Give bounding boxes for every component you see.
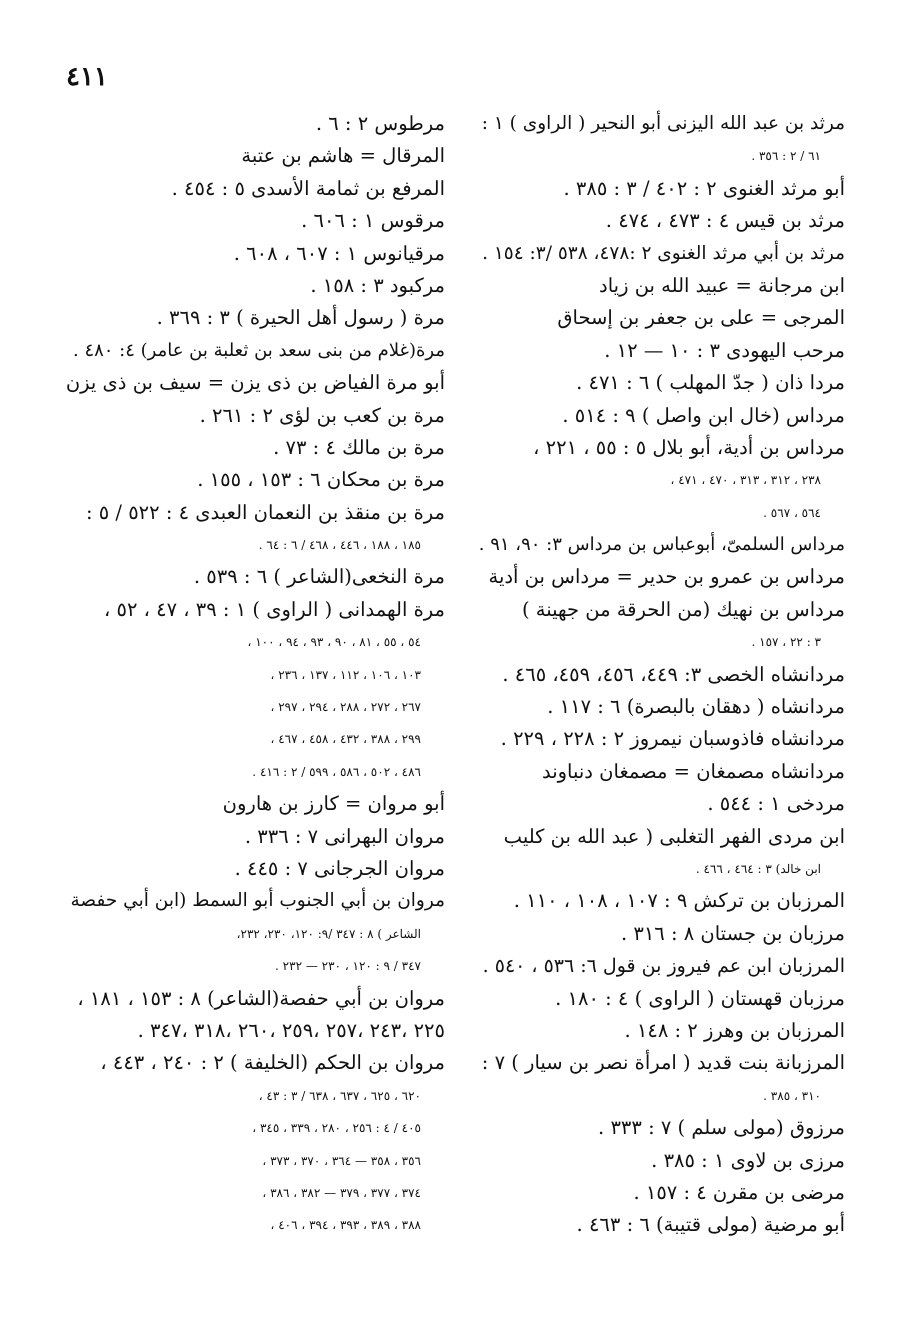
index-entry: مرزى بن لاوى ١ : ٣٨٥ .	[651, 1148, 845, 1172]
index-entry: أبو مرضية (مولى قتيبة) ٦ : ٤٦٣ .	[576, 1213, 845, 1237]
index-entry-continuation: ٤٠٥ / ٤ : ٢٥٦ ، ٢٨٠ ، ٣٣٩ ، ٣٤٥ ،	[252, 1121, 421, 1136]
index-entry-continuation: ١٠٣ ، ١٠٦ ، ١١٢ ، ١٣٧ ، ٢٣٦ ،	[270, 667, 421, 682]
index-entry-continuation: ٦٢٠ ، ٦٢٥ ، ٦٣٧ ، ٦٣٨ / ٣ : ٤٣ ،	[258, 1088, 421, 1103]
index-entry: مروان بن الحكم (الخليفة ) ٢ : ٢٤٠ ، ٤٤٣ ،	[100, 1051, 445, 1075]
index-entry: المرزبان بن تركش ٩ : ١٠٧ ، ١٠٨ ، ١١٠ .	[513, 889, 845, 913]
index-entry: ٢٢٥ ،٢٤٣ ،٢٥٧ ،٢٥٩ ،٢٦٠ ،٣١٨ ،٣٤٧ .	[137, 1018, 445, 1042]
index-entry-continuation: ٢٦٧ ، ٢٧٢ ، ٢٨٨ ، ٢٩٤ ، ٢٩٧ ،	[270, 700, 421, 715]
index-entry: مروان بن أبي الجنوب أبو السمط (ابن أبي حفصة	[70, 890, 445, 912]
index-entry: مروان بن أبي حفصة(الشاعر) ٨ : ١٥٣ ، ١٨١ ،	[77, 986, 445, 1010]
index-entry: المرقال = هاشم بن عتبة	[241, 144, 445, 168]
index-entry: مرة بن منقذ بن النعمان العبدى ٤ : ٥٢٢ / ٥ :	[85, 500, 445, 524]
index-entry: مركبود ٣ : ١٥٨ .	[310, 273, 445, 297]
index-entry-continuation: ٤٨٦ ، ٥٠٢ ، ٥٨٦ ، ٥٩٩ / ٢ : ٤١٦ .	[252, 764, 421, 779]
index-entry: مروان البهرانى ٧ : ٣٣٦ .	[244, 824, 445, 848]
index-entry: مرزبان بن جستان ٨ : ٣١٦ .	[620, 921, 845, 945]
page-number: ٤١١	[66, 62, 108, 92]
index-entry: مرداس السلمىّ، أبوعباس بن مرداس ٣: ٩٠، ٩١ .	[478, 534, 845, 556]
index-entry: أبو مرة الفياض بن ذى يزن = سيف بن ذى يزن	[65, 371, 445, 395]
index-entry-continuation: ١٨٥ ، ١٨٨ ، ٤٤٦ ، ٤٦٨ / ٦ : ٦٤ .	[258, 538, 421, 553]
index-entry-continuation: الشاعر ) ٨ : ٣٤٧ /٩: ١٢٠، ٢٣٠، ٢٣٢،	[236, 926, 421, 941]
index-entry-continuation: ٣٥٦ ، ٣٥٨ — ٣٦٤ ، ٣٧٠ ، ٣٧٣ ،	[262, 1153, 421, 1168]
index-entry: مرطوس ٢ : ٦ .	[315, 112, 445, 135]
index-entry-continuation: ٥٤ ، ٥٥ ، ٨١ ، ٩٠ ، ٩٣ ، ٩٤ ، ١٠٠ ،	[247, 635, 421, 650]
index-entry: مردانشاه الخصى ٣: ٤٤٩، ٤٥٦، ٤٥٩، ٤٦٥ .	[502, 662, 845, 686]
index-entry: مرداس بن نهيك (من الحرقة من جهينة )	[521, 597, 845, 621]
index-entry: مرثد بن أبي مرثد الغنوى ٢ :٤٧٨، ٥٣٨ /٣: ١٥٤ .	[482, 242, 845, 264]
index-entry: مرداس بن أدية، أبو بلال ٥ : ٥٥ ، ٢٢١ ،	[533, 435, 845, 459]
index-entry: مروان الجرجانى ٧ : ٤٤٥ .	[234, 856, 445, 880]
index-entry: مردانشاه فاذوسبان نيمروز ٢ : ٢٢٨ ، ٢٢٩ .	[500, 727, 845, 751]
index-entry: المرزبان ابن عم فيروز بن قول ٦: ٥٣٦ ، ٥٤٠ .	[482, 955, 845, 978]
index-entry: مرقيانوس ١ : ٦٠٧ ، ٦٠٨ .	[233, 241, 445, 265]
index-entry-continuation: ٦١ / ٢ : ٣٥٦ .	[751, 149, 821, 164]
index-entry: مردانشاه ( دهقان بالبصرة) ٦ : ١١٧ .	[547, 695, 845, 719]
index-entry: مرثد بن قيس ٤ : ٤٧٣ ، ٤٧٤ .	[605, 209, 845, 233]
index-entry-continuation: ٣ : ٢٢ ، ١٥٧ .	[751, 635, 821, 650]
index-entry: مرة الهمدانى ( الراوى ) ١ : ٣٩ ، ٤٧ ، ٥٢ ،	[103, 597, 445, 621]
index-column-right	[475, 108, 845, 1242]
index-entry: ابن مردى الفهر التغلبى ( عبد الله بن كليب	[503, 824, 845, 848]
index-entry: مرقوس ١ : ٦٠٦ .	[301, 209, 445, 233]
index-entry: مرداس (خال ابن واصل ) ٩ : ٥١٤ .	[562, 403, 845, 427]
index-entry: مرحب اليهودى ٣ : ١٠ — ١٢ .	[604, 338, 845, 362]
index-entry: مرة النخعى(الشاعر ) ٦ : ٥٣٩ .	[193, 565, 445, 589]
index-entry: مرزوق (مولى سلم ) ٧ : ٣٣٣ .	[598, 1116, 845, 1140]
index-column-left	[65, 108, 445, 1242]
index-entry: المرجى = على بن جعفر بن إسحاق	[557, 306, 845, 330]
index-entry: المرزبان بن وهرز ٢ : ١٤٨ .	[624, 1018, 845, 1042]
index-entry: أبو مرثد الغنوى ٢ : ٤٠٢ / ٣ : ٣٨٥ .	[563, 176, 845, 200]
index-entry: ابن مرجانة = عبيد الله بن زياد	[599, 273, 845, 297]
index-entry: المرفع بن ثمامة الأسدى ٥ : ٤٥٤ .	[171, 176, 445, 200]
index-entry: مرضى بن مقرن ٤ : ١٥٧ .	[633, 1180, 845, 1204]
index-entry: مرة بن محكان ٦ : ١٥٣ ، ١٥٥ .	[197, 468, 445, 492]
index-entry: مرة ( رسول أهل الحيرة ) ٣ : ٣٦٩ .	[156, 306, 445, 330]
index-entry-continuation: ٢٩٩ ، ٣٨٨ ، ٤٣٢ ، ٤٥٨ ، ٤٦٧ ،	[270, 732, 421, 747]
index-entry: أبو مروان = كارز بن هارون	[222, 792, 445, 816]
index-entry-continuation: ٢٣٨ ، ٣١٢ ، ٣١٣ ، ٤٧٠ ، ٤٧١ ،	[670, 473, 821, 488]
index-entry-continuation: ابن خالد) ٣ : ٤٦٤ ، ٤٦٦ .	[695, 861, 821, 876]
index-entry: مرة بن مالك ٤ : ٧٣ .	[273, 435, 445, 459]
index-entry: مرداس بن عمرو بن حدير = مرداس بن أدية	[488, 565, 845, 589]
index-entry-continuation: ٣٧٤ ، ٣٧٧ ، ٣٧٩ — ٣٨٢ ، ٣٨٦ ،	[262, 1185, 421, 1200]
index-entry: مرزبان قهستان ( الراوى ) ٤ : ١٨٠ .	[555, 986, 845, 1010]
index-entry-continuation: ٣٨٨ ، ٣٨٩ ، ٣٩٣ ، ٣٩٤ ، ٤٠٦ ،	[270, 1218, 421, 1233]
index-entry: مردانشاه مصمغان = مصمغان دنباوند	[541, 759, 845, 783]
index-entry: مرثد بن عبد الله اليزنى أبو النحير ( الراوى ) ١ :	[481, 113, 845, 134]
index-entry: مرة بن كعب بن لؤى ٢ : ٢٦١ .	[199, 403, 445, 427]
index-entry-continuation: ٣٤٧ / ٩ : ١٢٠ ، ٢٣٠ — ٢٣٢ .	[275, 959, 421, 974]
index-entry-continuation: ٣١٠ ، ٣٨٥ .	[763, 1088, 821, 1103]
index-entry: المرزبانة بنت قديد ( امرأة نصر بن سيار ) ٧ :	[481, 1051, 845, 1075]
index-entry-continuation: ٥٦٤ ، ٥٦٧ .	[763, 505, 821, 520]
index-entry: مردخى ١ : ٥٤٤ .	[707, 792, 845, 816]
index-entry: مردا ذان ( جدّ المهلب ) ٦ : ٤٧١ .	[576, 371, 845, 395]
index-entry: مرة(غلام من بنى سعد بن ثعلبة بن عامر) ٤: ٤٨٠ .	[72, 339, 445, 361]
